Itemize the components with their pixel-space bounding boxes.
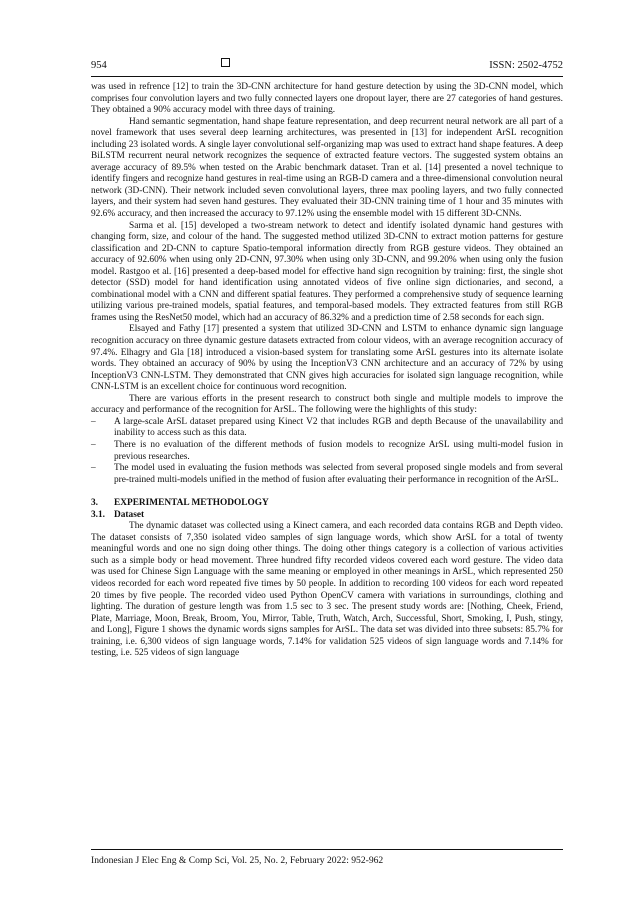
paragraph: There are various efforts in the present research to construct both single and multiple models to improve the accuracy and performance of the recognition for ArSL. The following were the highlights of this study: (91, 393, 563, 416)
list-item-text: The model used in evaluating the fusion methods was selected from several proposed single models and from several pre-trained multi-models unified in the method of fusion after evaluating their performance in recognition of the ArSL. (114, 463, 563, 485)
list-item-text: There is no evaluation of the different methods of fusion models to recognize ArSL using multi-model fusion in previous researches. (114, 439, 563, 462)
body-text (91, 82, 563, 660)
list-item-text: A large-scale ArSL dataset prepared using Kinect V2 that includes RGB and depth Because of the unavailability and inability to access such as this data. (114, 416, 563, 439)
paragraph: The dynamic dataset was collected using a Kinect camera, and each recorded data contains RGB and Depth video. The dataset consists of 7,350 isolated video samples of sign language words, which show ArSL for a total of twenty meaningful words and one no sign doing other things. The doing other things category is a collection of various activities such as a simple body or head movement. Three hundred fifty recorded videos covered each word gesture. The video data was used for Chinese Sign Language with the same meaning or employed in other meanings in ArSL, which represented 250 videos recorded for each word repeated five times by 50 people. In addition to recording 100 videos for each word repeated 20 times by five people. The recorded video used Python OpenCV camera with variations in surroundings, clothing and lighting. The duration of gesture length was from 1.5 sec to 3 sec. The present study words are: [Nothing, Cheek, Friend, Plate, Marriage, Moon, Break, Broom, You, Mirror, Table, Truth, Watch, Arch, Successful, Short, Smoking, I, Push, stingy, and Long], Figure 1 shows the dynamic words signs samples for ArSL. The data set was divided into three subsets: 85.7% for training, i.e. 6,300 videos of sign language words, 7.14% for validation 525 videos of sign language words and 7.14% for testing, i.e. 525 videos of sign language (91, 521, 563, 659)
subsection-heading (91, 510, 563, 522)
section-number: 3. (91, 498, 99, 509)
highlights-list (91, 417, 563, 486)
dash-bullet: – (91, 439, 96, 450)
list-item (91, 440, 563, 463)
paragraph: was used in refrence [12] to train the 3D-CNN architecture for hand gesture detection by using the 3D-CNN model, which comprises four convolution layers and two fully connected layers one dropout layer, there are 27 categories of hand gestures. They obtained a 90% accuracy model with three days of training. (91, 82, 563, 116)
list-item (91, 417, 563, 440)
subsection-title: Dataset (114, 509, 145, 520)
issn-label: ISSN: 2502-4752 (489, 60, 563, 71)
section-title: EXPERIMENTAL METHODOLOGY (114, 498, 269, 509)
subsection-number: 3.1. (91, 509, 106, 520)
footer-rule (91, 849, 563, 850)
paragraph: Elsayed and Fathy [17] presented a system that utilized 3D-CNN and LSTM to enhance dynamic sign language recognition accuracy on three dynamic gesture datasets extracted from colour videos, with an average recognition accuracy of 97.4%. Elhagry and Gla [18] introduced a vision-based system for translating some ArSL gestures into its alternate isolate words. They obtained an accuracy of 90% by using the InceptionV3 CNN architecture and an accuracy of 72% by using InceptionV3 CNN-LSTM. They demonstrated that CNN gives high accuracies for isolated sign language recognition, while CNN-LSTM is an excellent choice for continuous word recognition. (91, 324, 563, 393)
checkbox-square-icon (221, 58, 230, 67)
page-number: 954 (91, 60, 107, 71)
page-header (91, 56, 563, 74)
list-item (91, 463, 563, 486)
dash-bullet: – (91, 463, 96, 474)
paragraph: Sarma et al. [15] developed a two-stream network to detect and identify isolated dynamic hand gestures with changing form, size, and colour of the hand. The suggested method utilized 3D-CNN to extract motion patterns for gesture classification and 2D-CNN to capture Spatio-temporal information directly from RGB gesture videos. They obtained an accuracy of 92.60% when using only 2D-CNN, 97.30% when using only 3D-CNN, and 99.20% when using only the fusion model. Rastgoo et al. [16] presented a deep-based model for effective hand sign recognition by training: first, the single shot detector (SSD) model for hand identification using annotated videos of five online sign dictionaries, and second, a combinational model with a CNN and different spatial features. They performed a comprehensive study of sequence learning utilizing various pre-trained models, spatial features, and temporal-based models. They extracted features from still RGB frames using the ResNet50 model, which had an accuracy of 86.32% and a prediction time of 2.58 seconds for each sign. (91, 220, 563, 323)
paragraph: Hand semantic segmentation, hand shape feature representation, and deep recurrent neural network are all part of a novel framework that uses several deep learning architectures, was presented in [13] for independent ArSL recognition including 23 isolated words. A single layer convolutional self-organizing map was used to extract hand shape features. A deep BiLSTM recurrent neural network recognizes the sequence of extracted feature vectors. The suggested system obtains an average accuracy of 89.5% when tested on the Arabic benchmark dataset. Tran et al. [14] presented a novel technique to identify fingers and recognize hand gestures in real-time using an RGB-D camera and a three-dimensional convolution neural network (3D-CNN). Their network included seven convolutional layers, three max pooling layers, and two fully connected layers, and their system had seven hand gestures. They evaluated their 3D-CNN training time of 1 hour and 35 minutes with 92.6% accuracy, and then increased the accuracy to 97.12% using the ensemble model with 15 different 3D-CNNs. (91, 116, 563, 220)
header-rule (91, 76, 563, 77)
section-heading (91, 498, 563, 510)
journal-footer: Indonesian J Elec Eng & Comp Sci, Vol. 25, No. 2, February 2022: 952-962 (91, 855, 384, 866)
dash-bullet: – (91, 416, 96, 427)
